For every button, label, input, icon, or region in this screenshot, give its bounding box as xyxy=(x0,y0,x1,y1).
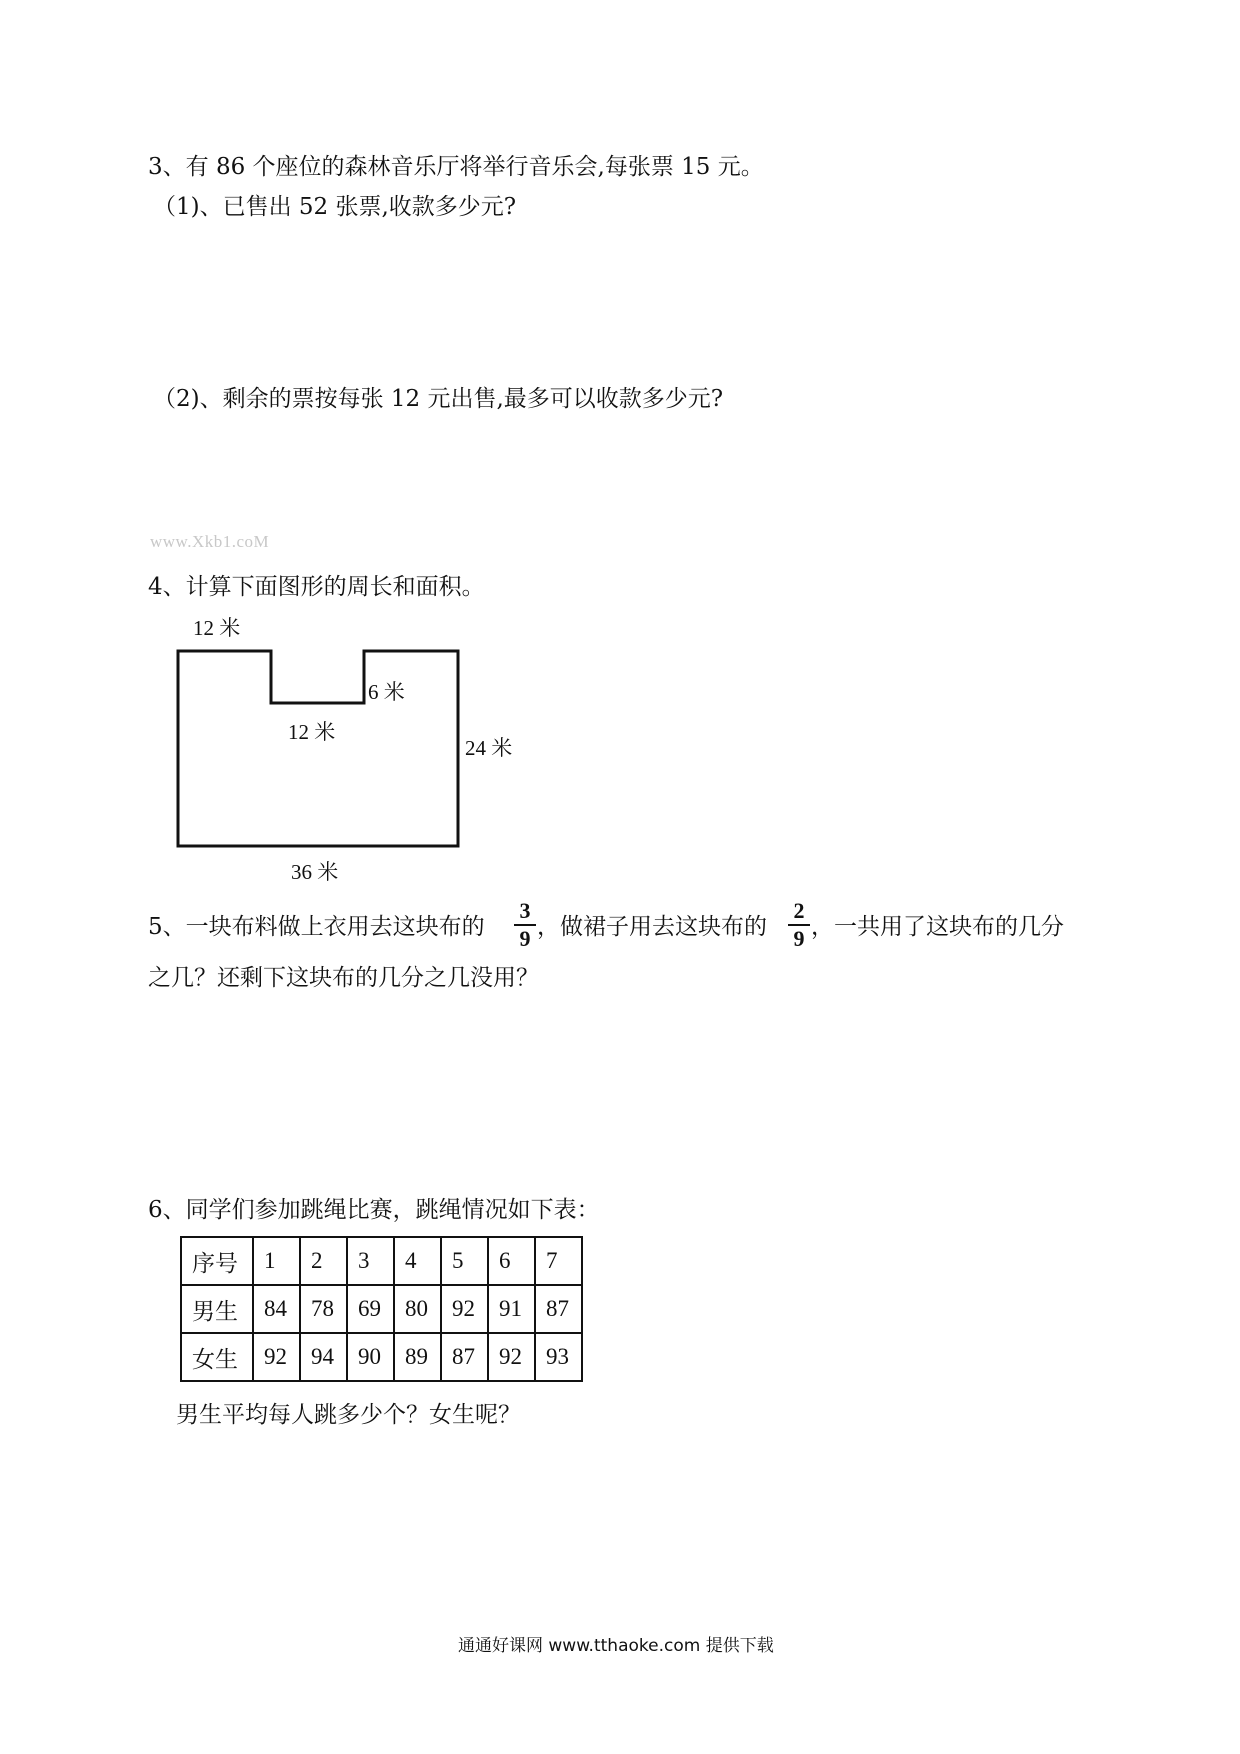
q5-fraction-1 xyxy=(514,900,536,950)
table-cell: 92 xyxy=(253,1333,300,1381)
table-cell: 89 xyxy=(394,1333,441,1381)
label-right-side: 24 米 xyxy=(465,736,513,760)
table-cell: 7 xyxy=(535,1237,582,1285)
frac1-denominator: 9 xyxy=(519,926,531,951)
q4-shape xyxy=(178,651,458,846)
q3-sub1: （1)、已售出 52 张票,收款多少元? xyxy=(153,194,517,220)
table-row xyxy=(181,1237,582,1285)
q6-question: 男生平均每人跳多少个？女生呢？ xyxy=(176,1402,521,1428)
table-cell: 2 xyxy=(300,1237,347,1285)
label-top-left: 12 米 xyxy=(193,616,241,640)
q5-line2: 之几？还剩下这块布的几分之几没用？ xyxy=(148,965,539,991)
table-cell: 序号 xyxy=(181,1237,253,1285)
q6-text: 6、同学们参加跳绳比赛，跳绳情况如下表： xyxy=(148,1197,600,1223)
table-cell: 女生 xyxy=(181,1333,253,1381)
table-cell: 93 xyxy=(535,1333,582,1381)
table-cell: 87 xyxy=(535,1285,582,1333)
table-cell: 87 xyxy=(441,1333,488,1381)
footer: 通通好课网 www.tthaoke.com 提供下载 xyxy=(458,1636,774,1656)
q4-text: 4、计算下面图形的周长和面积。 xyxy=(148,574,485,600)
q3-sub2: （2)、剩余的票按每张 12 元出售,最多可以收款多少元? xyxy=(153,386,724,412)
table-cell: 男生 xyxy=(181,1285,253,1333)
label-notch-depth: 6 米 xyxy=(368,680,405,704)
q5-fraction-2 xyxy=(788,900,810,950)
frac1-numerator: 3 xyxy=(519,898,531,923)
table-cell: 4 xyxy=(394,1237,441,1285)
q5-part2: ，做裙子用去这块布的 xyxy=(537,914,767,940)
table-row xyxy=(181,1333,582,1381)
table-cell: 5 xyxy=(441,1237,488,1285)
table-cell: 78 xyxy=(300,1285,347,1333)
q5-part3: ，一共用了这块布的几分 xyxy=(811,914,1064,940)
table-row xyxy=(181,1285,582,1333)
table-cell: 90 xyxy=(347,1333,394,1381)
table-cell: 92 xyxy=(488,1333,535,1381)
table-cell: 1 xyxy=(253,1237,300,1285)
frac2-numerator: 2 xyxy=(793,898,805,923)
table-cell: 84 xyxy=(253,1285,300,1333)
table-cell: 91 xyxy=(488,1285,535,1333)
table-cell: 92 xyxy=(441,1285,488,1333)
table-cell: 69 xyxy=(347,1285,394,1333)
table-cell: 80 xyxy=(394,1285,441,1333)
table-cell: 3 xyxy=(347,1237,394,1285)
frac2-denominator: 9 xyxy=(793,926,805,951)
table-cell: 94 xyxy=(300,1333,347,1381)
table-cell: 6 xyxy=(488,1237,535,1285)
label-bottom: 36 米 xyxy=(291,860,339,884)
q3-text: 3、有 86 个座位的森林音乐厅将举行音乐会,每张票 15 元。 xyxy=(148,154,764,180)
watermark: www.Xkb1.coM xyxy=(150,532,270,551)
q5-part1: 5、一块布料做上衣用去这块布的 xyxy=(148,914,485,940)
score-table xyxy=(180,1236,583,1382)
label-notch-width: 12 米 xyxy=(288,720,336,744)
